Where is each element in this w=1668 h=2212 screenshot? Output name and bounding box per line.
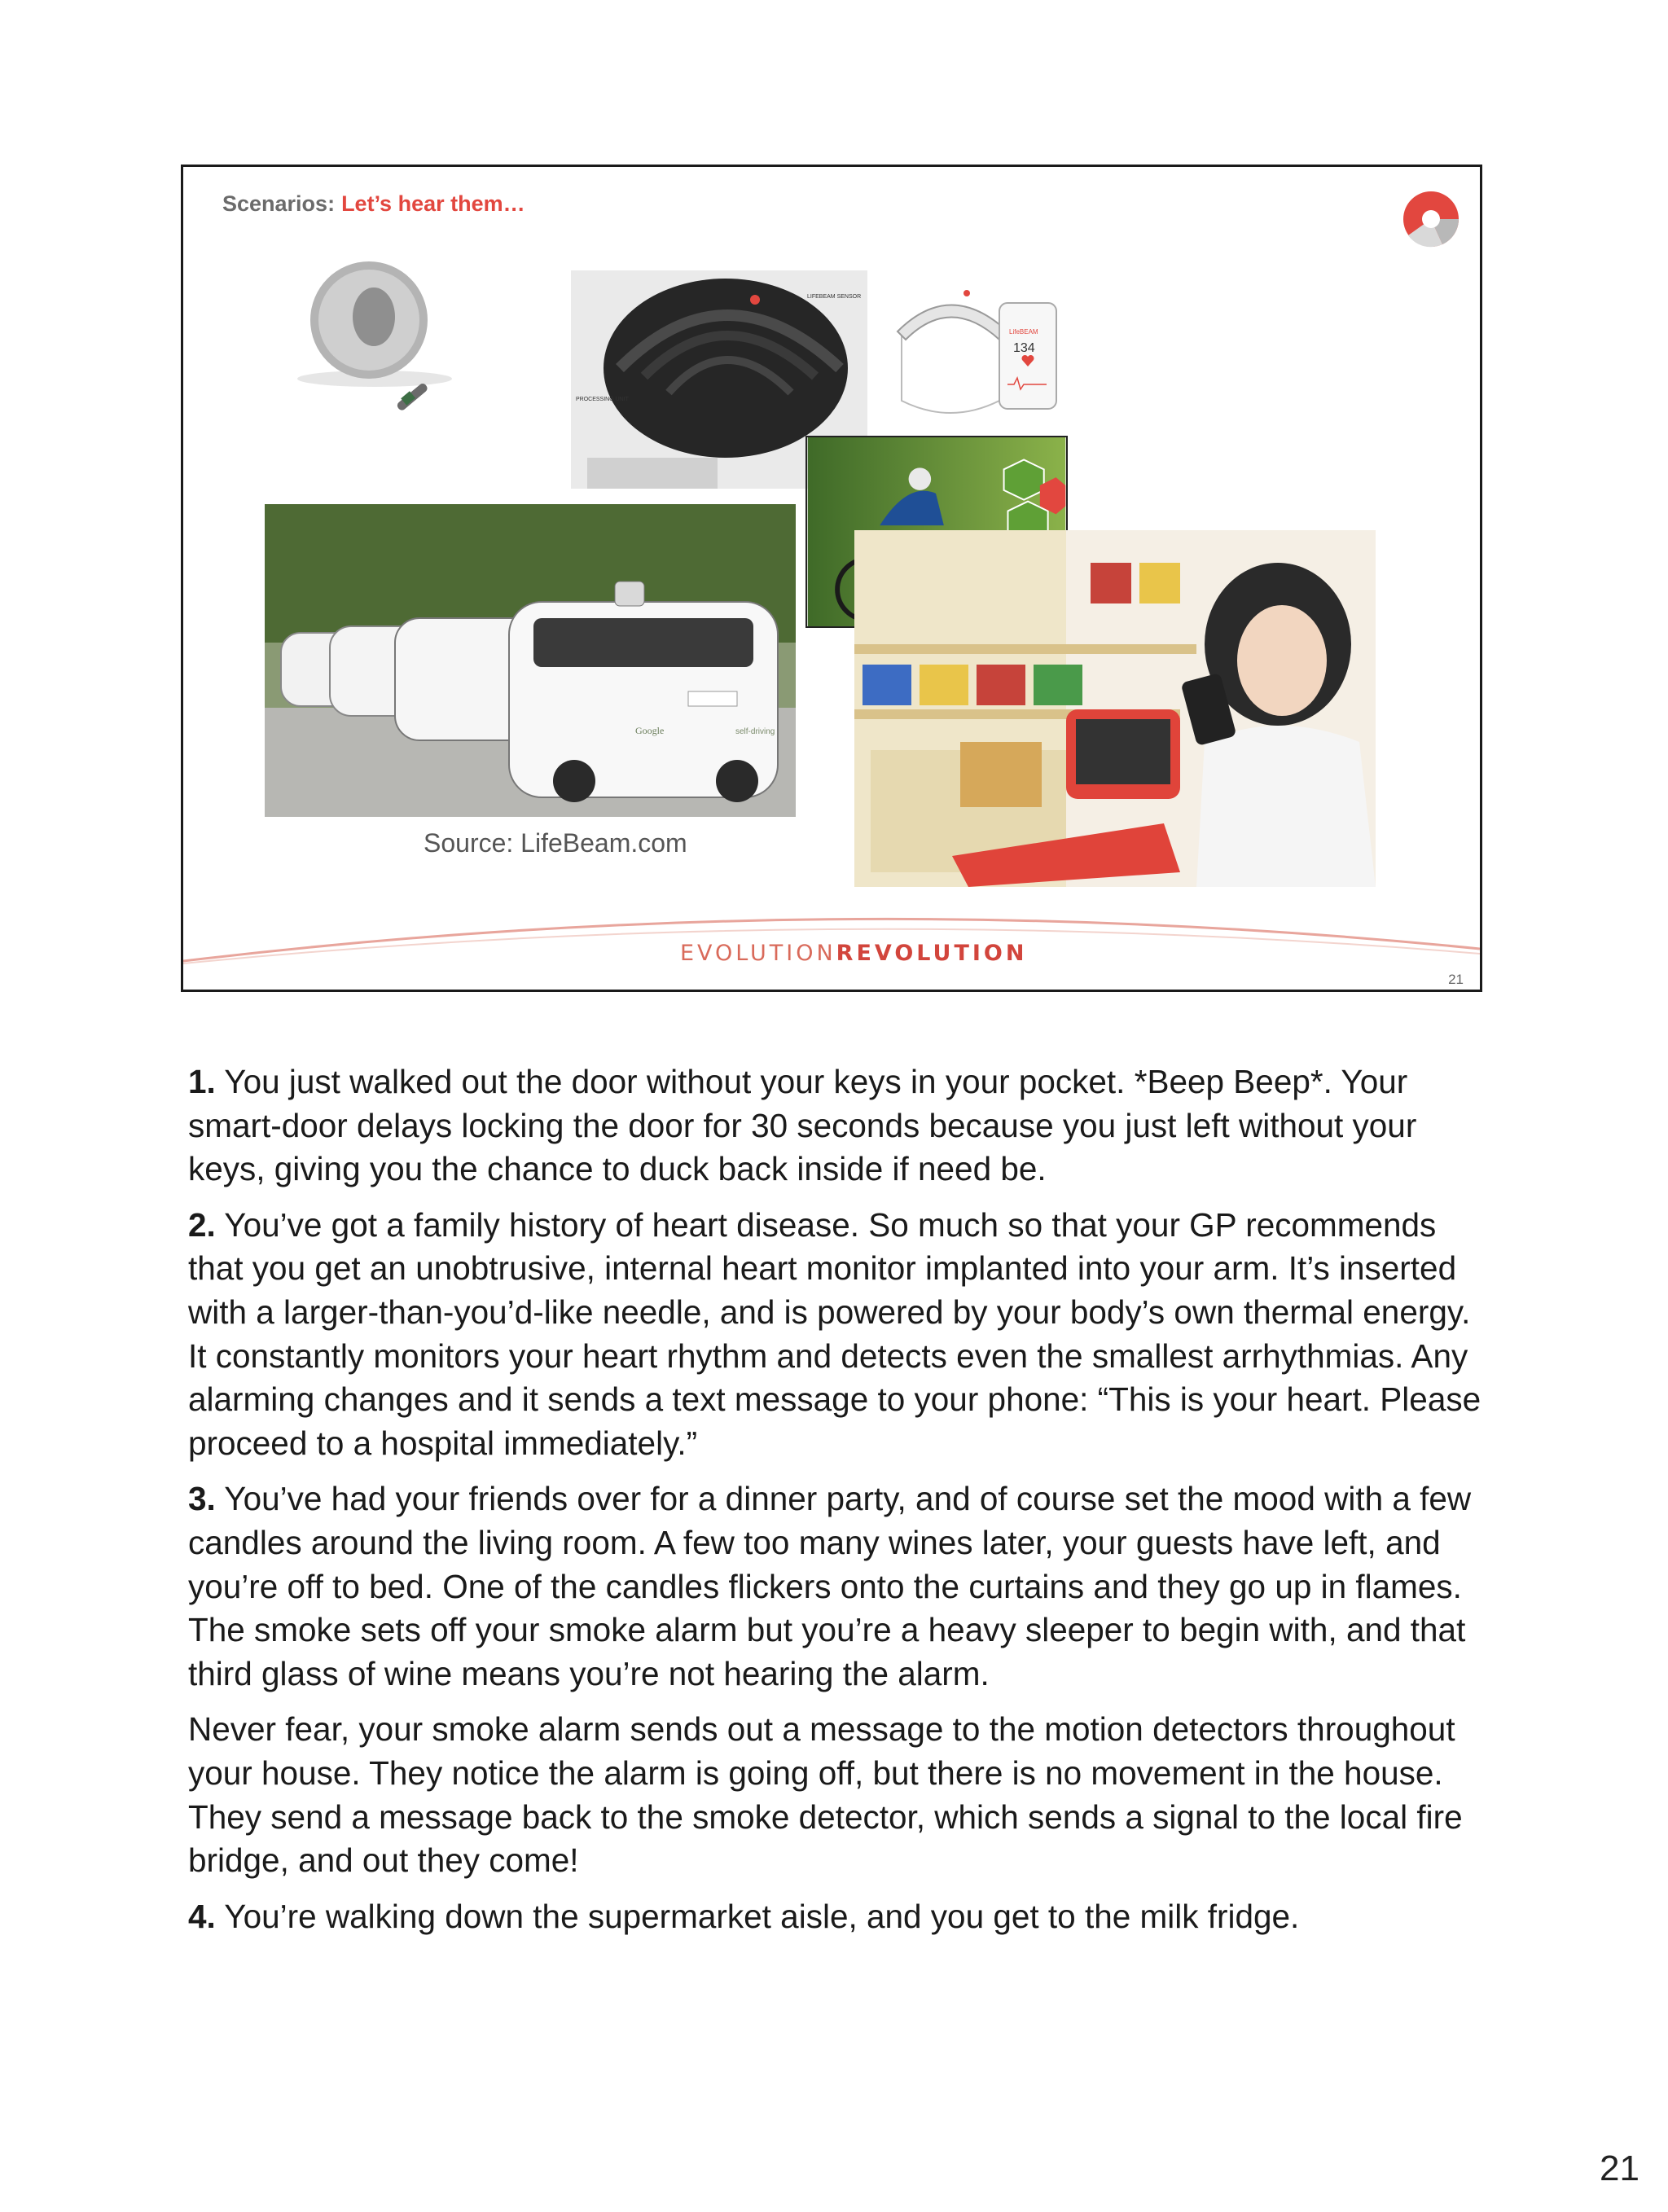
heart-rate-label: 134 xyxy=(1013,341,1035,355)
slide-frame xyxy=(181,165,1482,992)
paragraph-number: 1. xyxy=(188,1063,216,1100)
slide-number: 21 xyxy=(1448,972,1464,987)
slide-header xyxy=(222,191,525,217)
page-number: 21 xyxy=(1600,2148,1639,2188)
self-driving-cars-photo xyxy=(265,504,796,817)
paragraph-text: You’re walking down the supermarket aisle, and you get to the milk fridge. xyxy=(215,1897,1300,1935)
paragraph-text: You’ve had your friends over for a dinner party, and of course set the mood with a few candles around the living room. A few too many wines later, your guests have left, and you’re off to bed. One of the candles flickers onto the curtains and they go up in flames. The smoke sets off your smoke alarm but you’re a heavy sleeper to begin with, and that third glass of wine means you’re not hearing the alarm. xyxy=(188,1480,1472,1692)
helmet-diagram-photo xyxy=(877,270,1066,437)
brand-wordmark-part2: REVOLUTION xyxy=(836,941,1028,966)
paragraph-number: 4. xyxy=(188,1897,216,1935)
paragraph-number: 3. xyxy=(188,1480,216,1518)
slide-header-label: Scenarios: xyxy=(222,191,336,216)
brand-wordmark xyxy=(680,941,1027,966)
lifebeam-sensor-label: LIFEBEAM SENSOR xyxy=(807,294,862,300)
car-text-label: self-driving xyxy=(735,727,775,736)
paragraph-text: You’ve got a family history of heart disease. So much so that your GP recommends that you get an unobtrusive, internal heart monitor implanted into your arm. It’s inserted with a larger-than-you’d-like needle, and is powered by your body’s own thermal energy. It constantly monitors your heart rhythm and detects even the smallest arrhythmias. Any alarming changes and it sends a text message to your phone: “This is your heart. Please proceed to a hospital immediately.” xyxy=(188,1205,1481,1462)
paragraph-1 xyxy=(188,1060,1491,1192)
company-logo xyxy=(1400,188,1462,250)
paragraph-text: You just walked out the door without your keys in your pocket. *Beep Beep*. Your smart-door delays locking the door for 30 seconds because you just left without your keys, giving you the chance to duck back inside if need be. xyxy=(188,1063,1417,1188)
notes-body xyxy=(188,1060,1491,1951)
coin-implant-photo xyxy=(281,257,468,444)
image-source-caption: Source: LifeBeam.com xyxy=(424,828,687,858)
paragraph-3 xyxy=(188,1477,1491,1696)
app-brand-label: LifeBEAM xyxy=(1009,328,1038,336)
slide-header-highlight: Let’s hear them… xyxy=(341,191,525,216)
supermarket-cart-photo xyxy=(854,530,1376,887)
paragraph-4 xyxy=(188,1895,1491,1939)
processing-unit-label: PROCESSING UNIT xyxy=(576,397,629,402)
paragraph-3-continued xyxy=(188,1708,1491,1882)
paragraph-2 xyxy=(188,1204,1491,1466)
car-brand-label: Google xyxy=(635,725,665,736)
paragraph-text: Never fear, your smoke alarm sends out a message to the motion detectors throughout your house. They notice the alarm is going off, but there is no movement in the house. They send a message back to the smoke detector, which sends a signal to the local fire bridge, and out they come! xyxy=(188,1710,1463,1880)
paragraph-number: 2. xyxy=(188,1205,216,1244)
brand-wordmark-part1: EVOLUTION xyxy=(680,941,836,966)
